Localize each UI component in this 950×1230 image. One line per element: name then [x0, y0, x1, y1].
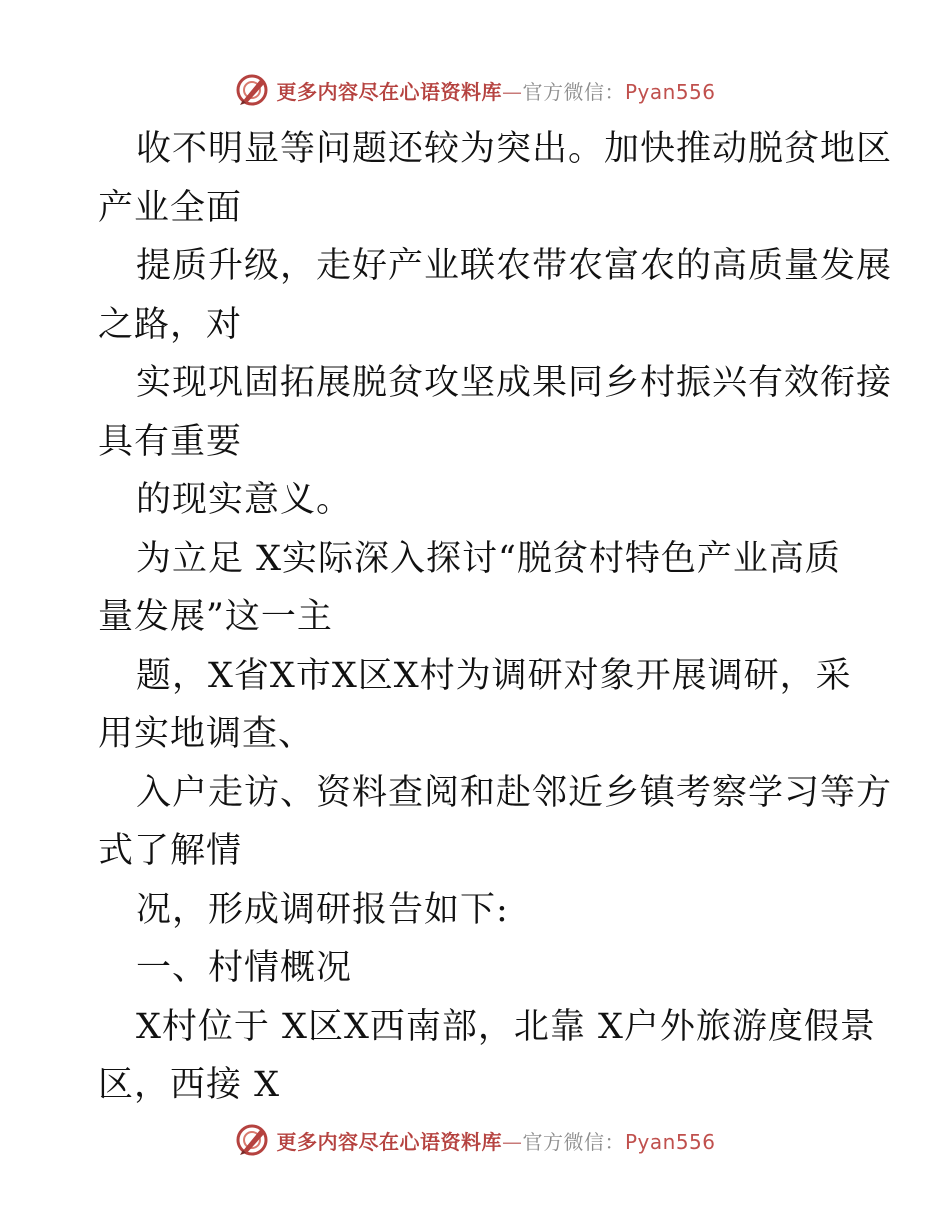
- paragraph-line: 具有重要: [98, 421, 243, 462]
- banner-dash: —: [501, 1129, 523, 1154]
- banner-text: [276, 1126, 715, 1155]
- paragraph-line: 用实地调查、: [98, 714, 315, 754]
- wechat-label: 官方微信：: [522, 1129, 625, 1154]
- paragraph-line: 量发展”这一主: [98, 597, 333, 637]
- header-banner: [0, 70, 950, 110]
- paragraph-line: 产业全面: [98, 187, 243, 228]
- paragraph-line: X村位于 X区X西南部，北靠 X户外旅游度假景: [136, 1006, 876, 1047]
- paragraph-line: 收不明显等问题还较为突出。加快推动脱贫地区: [136, 129, 893, 169]
- paragraph-line: 的现实意义。: [136, 480, 353, 520]
- paragraph-line: 式了解情: [98, 831, 243, 871]
- paragraph-line: 况，形成调研报告如下:: [136, 889, 509, 930]
- brand-text: 更多内容尽在心语资料库: [276, 79, 502, 104]
- wechat-id: Pyan556: [624, 79, 716, 104]
- document-body: [98, 120, 893, 1115]
- banner-dash: —: [501, 79, 523, 104]
- paragraph-line: 为立足 X实际深入探讨“脱贫村特色产业高质: [136, 538, 841, 579]
- paragraph-line: 入户走访、资料查阅和赴邻近乡镇考察学习等方: [136, 772, 893, 813]
- pen-circle-logo-icon: [234, 72, 270, 108]
- banner-text: [276, 76, 715, 105]
- paragraph-line: 一、村情概况: [136, 948, 353, 988]
- paragraph-line: 之路，对: [98, 304, 243, 345]
- paragraph-line: 提质升级，走好产业联农带农富农的高质量发展: [136, 246, 893, 286]
- wechat-label: 官方微信：: [522, 79, 625, 104]
- paragraph-line: 实现巩固拓展脱贫攻坚成果同乡村振兴有效衔接: [136, 363, 893, 403]
- pen-circle-logo-icon: [234, 1122, 270, 1158]
- paragraph-line: 题，X省X市X区X村为调研对象开展调研，采: [136, 655, 852, 696]
- wechat-id: Pyan556: [624, 1129, 716, 1154]
- paragraph-line: 区，西接 X: [98, 1065, 281, 1105]
- brand-text: 更多内容尽在心语资料库: [276, 1129, 502, 1154]
- footer-banner: [0, 1120, 950, 1160]
